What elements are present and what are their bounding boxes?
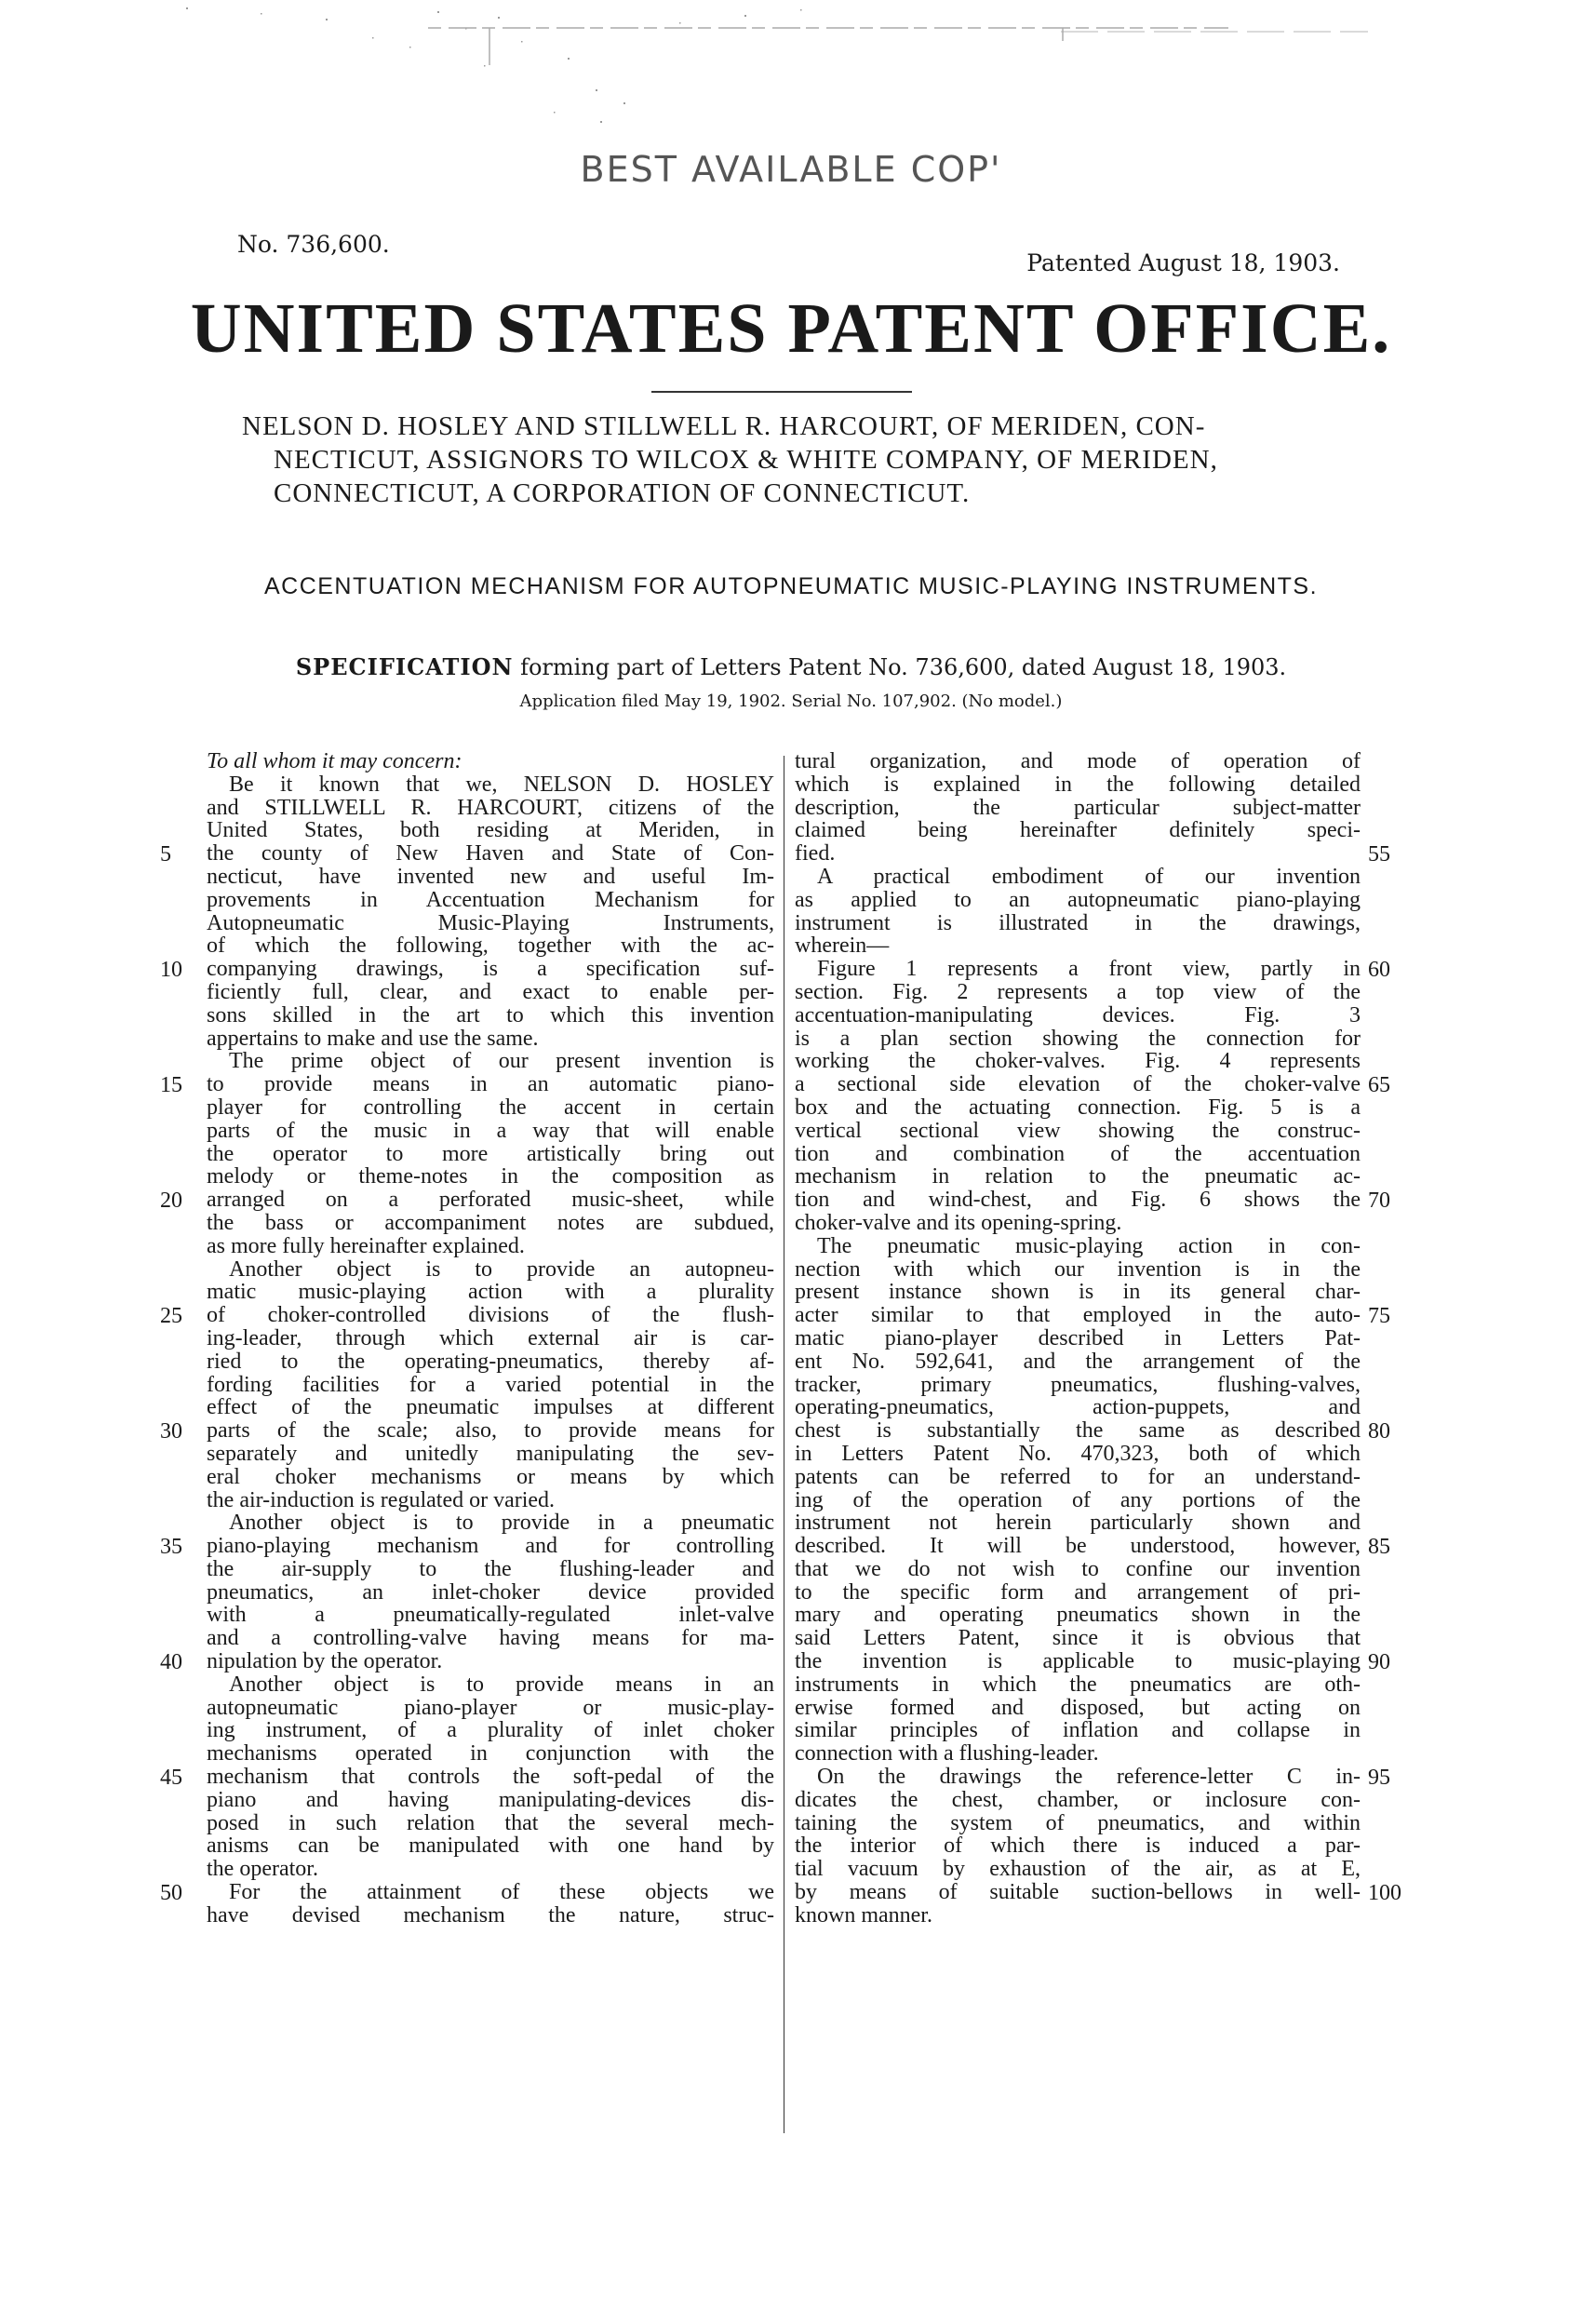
text-line: known manner. bbox=[795, 1902, 932, 1928]
text-line: A practical embodiment of our invention bbox=[817, 864, 1361, 889]
text-line: chest is substantially the same as described bbox=[795, 1418, 1361, 1444]
text-line: to provide means in an automatic piano- bbox=[207, 1072, 774, 1097]
text-line: The pneumatic music-playing action in con- bbox=[817, 1233, 1361, 1258]
line-number: 70 bbox=[1368, 1189, 1390, 1214]
text-line: the operator. bbox=[207, 1857, 318, 1882]
text-line: description, the particular subject-matter bbox=[795, 795, 1361, 820]
text-line: operating-pneumatics, action-puppets, and bbox=[795, 1395, 1361, 1420]
text-line: in Letters Patent No. 470,323, both of which bbox=[795, 1441, 1361, 1466]
text-line: sons skilled in the art to which this invention bbox=[207, 1002, 774, 1028]
text-line: tracker, primary pneumatics, flushing-valves, bbox=[795, 1372, 1361, 1397]
text-line: the bass or accompaniment notes are subdued, bbox=[207, 1210, 774, 1235]
text-line: effect of the pneumatic impulses at different bbox=[207, 1395, 774, 1420]
office-title: UNITED STATES PATENT OFFICE. bbox=[190, 289, 1392, 368]
text-line: acter similar to that employed in the auto- bbox=[795, 1303, 1361, 1328]
text-line: fording facilities for a varied potential in the bbox=[207, 1372, 774, 1397]
specification-label: SPECIFICATION bbox=[295, 653, 514, 680]
line-number: 90 bbox=[1368, 1650, 1390, 1675]
text-line: ing-leader, through which external air is car- bbox=[207, 1325, 774, 1350]
line-number: 40 bbox=[160, 1650, 182, 1675]
line-number: 35 bbox=[160, 1535, 182, 1560]
text-line: section. Fig. 2 represents a top view of the bbox=[795, 979, 1361, 1004]
inventors-line: NELSON D. HOSLEY AND STILLWELL R. HARCOURT, OF MERIDEN, CON- bbox=[242, 411, 1206, 441]
text-line: tion and combination of the accentuation bbox=[795, 1141, 1361, 1166]
text-line: is a plan section showing the connection for bbox=[795, 1026, 1361, 1051]
text-line: connection with a flushing-leader. bbox=[795, 1741, 1099, 1767]
specification-line bbox=[0, 653, 1582, 680]
text-line: necticut, have invented new and useful Im- bbox=[207, 864, 774, 889]
text-line: the county of New Haven and State of Con- bbox=[207, 841, 774, 866]
text-line: and a controlling-valve having means for ma- bbox=[207, 1626, 774, 1651]
text-line: box and the actuating connection. Fig. 5 is a bbox=[795, 1095, 1361, 1120]
text-line: mechanism that controls the soft-pedal of the bbox=[207, 1765, 774, 1790]
text-line: mary and operating pneumatics shown in the bbox=[795, 1603, 1361, 1628]
text-line: player for controlling the accent in certain bbox=[207, 1095, 774, 1120]
text-line: Another object is to provide in a pneumatic bbox=[229, 1511, 774, 1536]
text-line: The prime object of our present invention is bbox=[229, 1049, 774, 1074]
text-line: provements in Accentuation Mechanism for bbox=[207, 887, 774, 912]
text-line: tural organization, and mode of operation of bbox=[795, 749, 1361, 773]
text-line: described. It will be understood, however, bbox=[795, 1534, 1361, 1559]
line-number: 65 bbox=[1368, 1073, 1390, 1098]
line-number: 80 bbox=[1368, 1419, 1390, 1444]
text-line: Another object is to provide means in an bbox=[229, 1672, 774, 1697]
text-line: piano-playing mechanism and for controlling bbox=[207, 1534, 774, 1559]
text-line: tion and wind-chest, and Fig. 6 shows the bbox=[795, 1188, 1361, 1213]
text-line: matic music-playing action with a plurality bbox=[207, 1280, 774, 1305]
text-line: the air-induction is regulated or varied. bbox=[207, 1487, 556, 1512]
right-text-column bbox=[795, 750, 1361, 1928]
text-line: mechanism in relation to the pneumatic ac- bbox=[795, 1164, 1361, 1189]
patent-number: No. 736,600. bbox=[237, 231, 390, 258]
line-number: 50 bbox=[160, 1881, 182, 1906]
text-line: United States, both residing at Meriden, in bbox=[207, 818, 774, 843]
text-line: similar principles of inflation and collapse in bbox=[795, 1718, 1361, 1743]
line-number: 30 bbox=[160, 1419, 182, 1444]
text-line: dicates the chest, chamber, or inclosure con- bbox=[795, 1787, 1361, 1812]
inventors-block bbox=[242, 410, 1340, 510]
text-line: ing of the operation of any portions of the bbox=[795, 1487, 1361, 1512]
text-line: matic piano-player described in Letters Pat- bbox=[795, 1325, 1361, 1350]
line-number: 5 bbox=[160, 842, 171, 867]
text-line: taining the system of pneumatics, and within bbox=[795, 1810, 1361, 1835]
text-line: the air-supply to the flushing-leader and bbox=[207, 1556, 774, 1581]
text-line: by means of suitable suction-bellows in well- bbox=[795, 1880, 1361, 1905]
inventors-line: CONNECTICUT, A CORPORATION OF CONNECTICUT. bbox=[274, 478, 971, 508]
patent-date: Patented August 18, 1903. bbox=[1026, 249, 1340, 276]
text-line: ried to the operating-pneumatics, thereby af- bbox=[207, 1349, 774, 1374]
text-line: mechanisms operated in conjunction with the bbox=[207, 1741, 774, 1767]
title-rule bbox=[651, 391, 912, 393]
text-line: To all whom it may concern: bbox=[207, 749, 463, 773]
scan-noise bbox=[130, 0, 1368, 140]
text-line: patents can be referred to for an understand- bbox=[795, 1464, 1361, 1489]
line-number: 20 bbox=[160, 1189, 182, 1214]
line-number: 15 bbox=[160, 1073, 182, 1098]
text-line: the interior of which there is induced a par- bbox=[795, 1834, 1361, 1859]
text-line: separately and unitedly manipulating the sev- bbox=[207, 1441, 774, 1466]
line-number: 10 bbox=[160, 958, 182, 983]
inventors-line: NECTICUT, ASSIGNORS TO WILCOX & WHITE COMPANY, OF MERIDEN, bbox=[274, 445, 1218, 475]
text-line: a sectional side elevation of the choker-valve bbox=[795, 1072, 1361, 1097]
line-number: 25 bbox=[160, 1304, 182, 1329]
text-line: and STILLWELL R. HARCOURT, citizens of the bbox=[207, 795, 774, 820]
text-line: appertains to make and use the same. bbox=[207, 1026, 539, 1051]
text-line: Figure 1 represents a front view, partly in bbox=[817, 957, 1361, 982]
text-line: with a pneumatically-regulated inlet-valve bbox=[207, 1603, 774, 1628]
application-line: Application filed May 19, 1902. Serial No. 107,902. (No model.) bbox=[519, 692, 1063, 711]
text-line: posed in such relation that the several mech- bbox=[207, 1810, 774, 1835]
line-number: 85 bbox=[1368, 1535, 1390, 1560]
text-line: the invention is applicable to music-playing bbox=[795, 1649, 1361, 1674]
text-line: said Letters Patent, since it is obvious that bbox=[795, 1626, 1361, 1651]
text-line: Another object is to provide an autopneu- bbox=[229, 1256, 774, 1282]
text-line: nection with which our invention is in the bbox=[795, 1256, 1361, 1282]
text-line: ent No. 592,641, and the arrangement of the bbox=[795, 1349, 1361, 1374]
text-line: vertical sectional view showing the construc- bbox=[795, 1118, 1361, 1143]
text-line: ficiently full, clear, and exact to enable per- bbox=[207, 979, 774, 1004]
text-line: On the drawings the reference-letter C in- bbox=[817, 1765, 1361, 1790]
text-line: For the attainment of these objects we bbox=[229, 1880, 774, 1905]
text-line: present instance shown is in its general char- bbox=[795, 1280, 1361, 1305]
text-line: claimed being hereinafter definitely speci- bbox=[795, 818, 1361, 843]
text-line: tial vacuum by exhaustion of the air, as at E, bbox=[795, 1857, 1361, 1882]
text-line: instrument not herein particularly shown and bbox=[795, 1511, 1361, 1536]
text-line: as more fully hereinafter explained. bbox=[207, 1233, 525, 1258]
text-line: instrument is illustrated in the drawings, bbox=[795, 910, 1361, 935]
line-number: 45 bbox=[160, 1766, 182, 1791]
text-line: have devised mechanism the nature, struc- bbox=[207, 1902, 774, 1928]
text-line: instruments in which the pneumatics are oth- bbox=[795, 1672, 1361, 1697]
text-line: autopneumatic piano-player or music-play- bbox=[207, 1695, 774, 1720]
text-line: of choker-controlled divisions of the flush- bbox=[207, 1303, 774, 1328]
text-line: Be it known that we, NELSON D. HOSLEY bbox=[229, 772, 774, 797]
line-number: 95 bbox=[1368, 1766, 1390, 1791]
specification-text: forming part of Letters Patent No. 736,600, dated August 18, 1903. bbox=[513, 654, 1287, 680]
text-line: to the specific form and arrangement of pri- bbox=[795, 1579, 1361, 1605]
text-line: ing instrument, of a plurality of inlet choker bbox=[207, 1718, 774, 1743]
best-available-copy-stamp: BEST AVAILABLE COP' bbox=[580, 149, 1002, 190]
text-line: Autopneumatic Music-Playing Instruments, bbox=[207, 910, 774, 935]
text-line: arranged on a perforated music-sheet, while bbox=[207, 1188, 774, 1213]
text-line: fied. bbox=[795, 841, 836, 866]
text-line: accentuation-manipulating devices. Fig. 3 bbox=[795, 1002, 1361, 1028]
text-line: parts of the music in a way that will enable bbox=[207, 1118, 774, 1143]
text-line: choker-valve and its opening-spring. bbox=[795, 1210, 1122, 1235]
text-line: the operator to more artistically bring out bbox=[207, 1141, 774, 1166]
text-line: melody or theme-notes in the composition as bbox=[207, 1164, 774, 1189]
text-line: which is explained in the following detailed bbox=[795, 772, 1361, 797]
text-line: pneumatics, an inlet-choker device provided bbox=[207, 1579, 774, 1605]
line-number: 100 bbox=[1368, 1881, 1401, 1906]
text-line: piano and having manipulating-devices dis- bbox=[207, 1787, 774, 1812]
text-line: as applied to an autopneumatic piano-playing bbox=[795, 887, 1361, 912]
line-number: 55 bbox=[1368, 842, 1390, 867]
text-line: nipulation by the operator. bbox=[207, 1649, 443, 1674]
text-line: anisms can be manipulated with one hand by bbox=[207, 1834, 774, 1859]
left-text-column bbox=[207, 750, 774, 1928]
text-line: eral choker mechanisms or means by which bbox=[207, 1464, 774, 1489]
line-number: 75 bbox=[1368, 1304, 1390, 1329]
text-line: that we do not wish to confine our invention bbox=[795, 1556, 1361, 1581]
line-number: 60 bbox=[1368, 958, 1390, 983]
invention-title: ACCENTUATION MECHANISM FOR AUTOPNEUMATIC MUSIC-PLAYING INSTRUMENTS. bbox=[263, 573, 1319, 599]
text-line: erwise formed and disposed, but acting on bbox=[795, 1695, 1361, 1720]
text-line: wherein— bbox=[795, 934, 890, 959]
text-line: parts of the scale; also, to provide means for bbox=[207, 1418, 774, 1444]
text-line: companying drawings, is a specification suf- bbox=[207, 957, 774, 982]
text-line: working the choker-valves. Fig. 4 represents bbox=[795, 1049, 1361, 1074]
text-line: of which the following, together with the ac- bbox=[207, 934, 774, 959]
